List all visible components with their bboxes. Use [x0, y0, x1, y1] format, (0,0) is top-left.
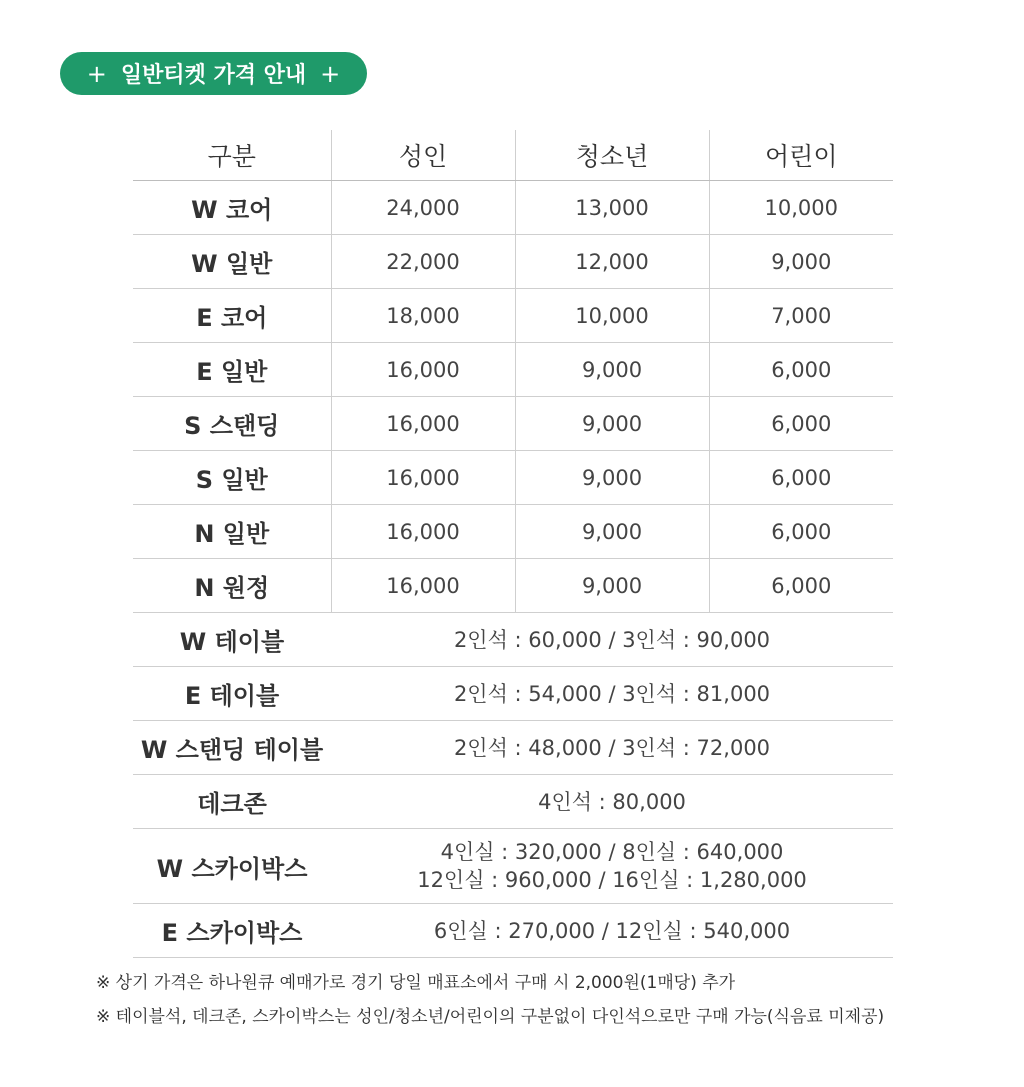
table-row [133, 667, 893, 721]
table-row [133, 904, 893, 958]
table-row [133, 559, 893, 613]
table-row [133, 235, 893, 289]
seat-price [331, 613, 893, 667]
header-category: 구분 [133, 130, 331, 181]
row-label: N 일반 [133, 505, 331, 559]
seat-price-line: 12인실 : 960,000 / 16인실 : 1,280,000 [417, 868, 807, 892]
adult-price: 16,000 [331, 559, 515, 613]
table-row [133, 775, 893, 829]
table-row [133, 343, 893, 397]
child-price: 6,000 [709, 397, 893, 451]
youth-price: 9,000 [515, 505, 709, 559]
child-price: 6,000 [709, 505, 893, 559]
adult-price: 16,000 [331, 505, 515, 559]
seat-price [331, 904, 893, 958]
row-label: E 스카이박스 [133, 904, 331, 958]
row-label: W 스카이박스 [133, 829, 331, 904]
row-label: W 코어 [133, 181, 331, 235]
note-line: ※ 상기 가격은 하나원큐 예매가로 경기 당일 매표소에서 구매 시 2,000원(1매당) 추가 [96, 973, 736, 993]
header-child: 어린이 [709, 130, 893, 181]
price-table [133, 130, 893, 958]
row-label: W 테이블 [133, 613, 331, 667]
row-label: W 일반 [133, 235, 331, 289]
seat-price-line: 2인석 : 54,000 / 3인석 : 81,000 [453, 681, 771, 706]
plus-icon-left: + [86, 59, 107, 88]
table-row [133, 397, 893, 451]
row-label: W 스탠딩 테이블 [133, 721, 331, 775]
row-label: N 원정 [133, 559, 331, 613]
table-row [133, 829, 893, 904]
youth-price: 10,000 [515, 289, 709, 343]
seat-price [331, 667, 893, 721]
seat-price-line: 4인석 : 80,000 [538, 789, 686, 814]
section-title-pill [60, 52, 367, 95]
child-price: 6,000 [709, 559, 893, 613]
child-price: 6,000 [709, 343, 893, 397]
seat-price-line: 4인실 : 320,000 / 8인실 : 640,000 [440, 840, 784, 864]
note-line: ※ 테이블석, 데크존, 스카이박스는 성인/청소년/어린이의 구분없이 다인석으로만 구매 가능(식음료 미제공) [96, 1007, 885, 1027]
row-label: E 코어 [133, 289, 331, 343]
row-label: S 일반 [133, 451, 331, 505]
section-title: 일반티켓 가격 안내 [120, 63, 307, 88]
table-row [133, 721, 893, 775]
table-row [133, 181, 893, 235]
adult-price: 24,000 [331, 181, 515, 235]
seat-price [331, 775, 893, 829]
table-row [133, 613, 893, 667]
adult-price: 22,000 [331, 235, 515, 289]
adult-price: 18,000 [331, 289, 515, 343]
table-row [133, 289, 893, 343]
row-label: E 테이블 [133, 667, 331, 721]
seat-price [331, 721, 893, 775]
table-row [133, 505, 893, 559]
seat-price-line: 2인석 : 48,000 / 3인석 : 72,000 [453, 735, 771, 760]
row-label: E 일반 [133, 343, 331, 397]
youth-price: 9,000 [515, 451, 709, 505]
child-price: 6,000 [709, 451, 893, 505]
adult-price: 16,000 [331, 343, 515, 397]
row-label: S 스탠딩 [133, 397, 331, 451]
child-price: 7,000 [709, 289, 893, 343]
table-header-row [133, 130, 893, 181]
seat-price [331, 829, 893, 904]
table-row [133, 451, 893, 505]
notes [96, 966, 884, 1034]
seat-price-line: 2인석 : 60,000 / 3인석 : 90,000 [453, 627, 771, 652]
row-label: 데크존 [133, 775, 331, 829]
youth-price: 9,000 [515, 397, 709, 451]
youth-price: 13,000 [515, 181, 709, 235]
adult-price: 16,000 [331, 397, 515, 451]
seat-price-line: 6인실 : 270,000 / 12인실 : 540,000 [433, 918, 791, 943]
child-price: 10,000 [709, 181, 893, 235]
child-price: 9,000 [709, 235, 893, 289]
plus-icon-right: + [320, 59, 341, 88]
youth-price: 12,000 [515, 235, 709, 289]
adult-price: 16,000 [331, 451, 515, 505]
youth-price: 9,000 [515, 343, 709, 397]
youth-price: 9,000 [515, 559, 709, 613]
header-adult: 성인 [331, 130, 515, 181]
header-youth: 청소년 [515, 130, 709, 181]
